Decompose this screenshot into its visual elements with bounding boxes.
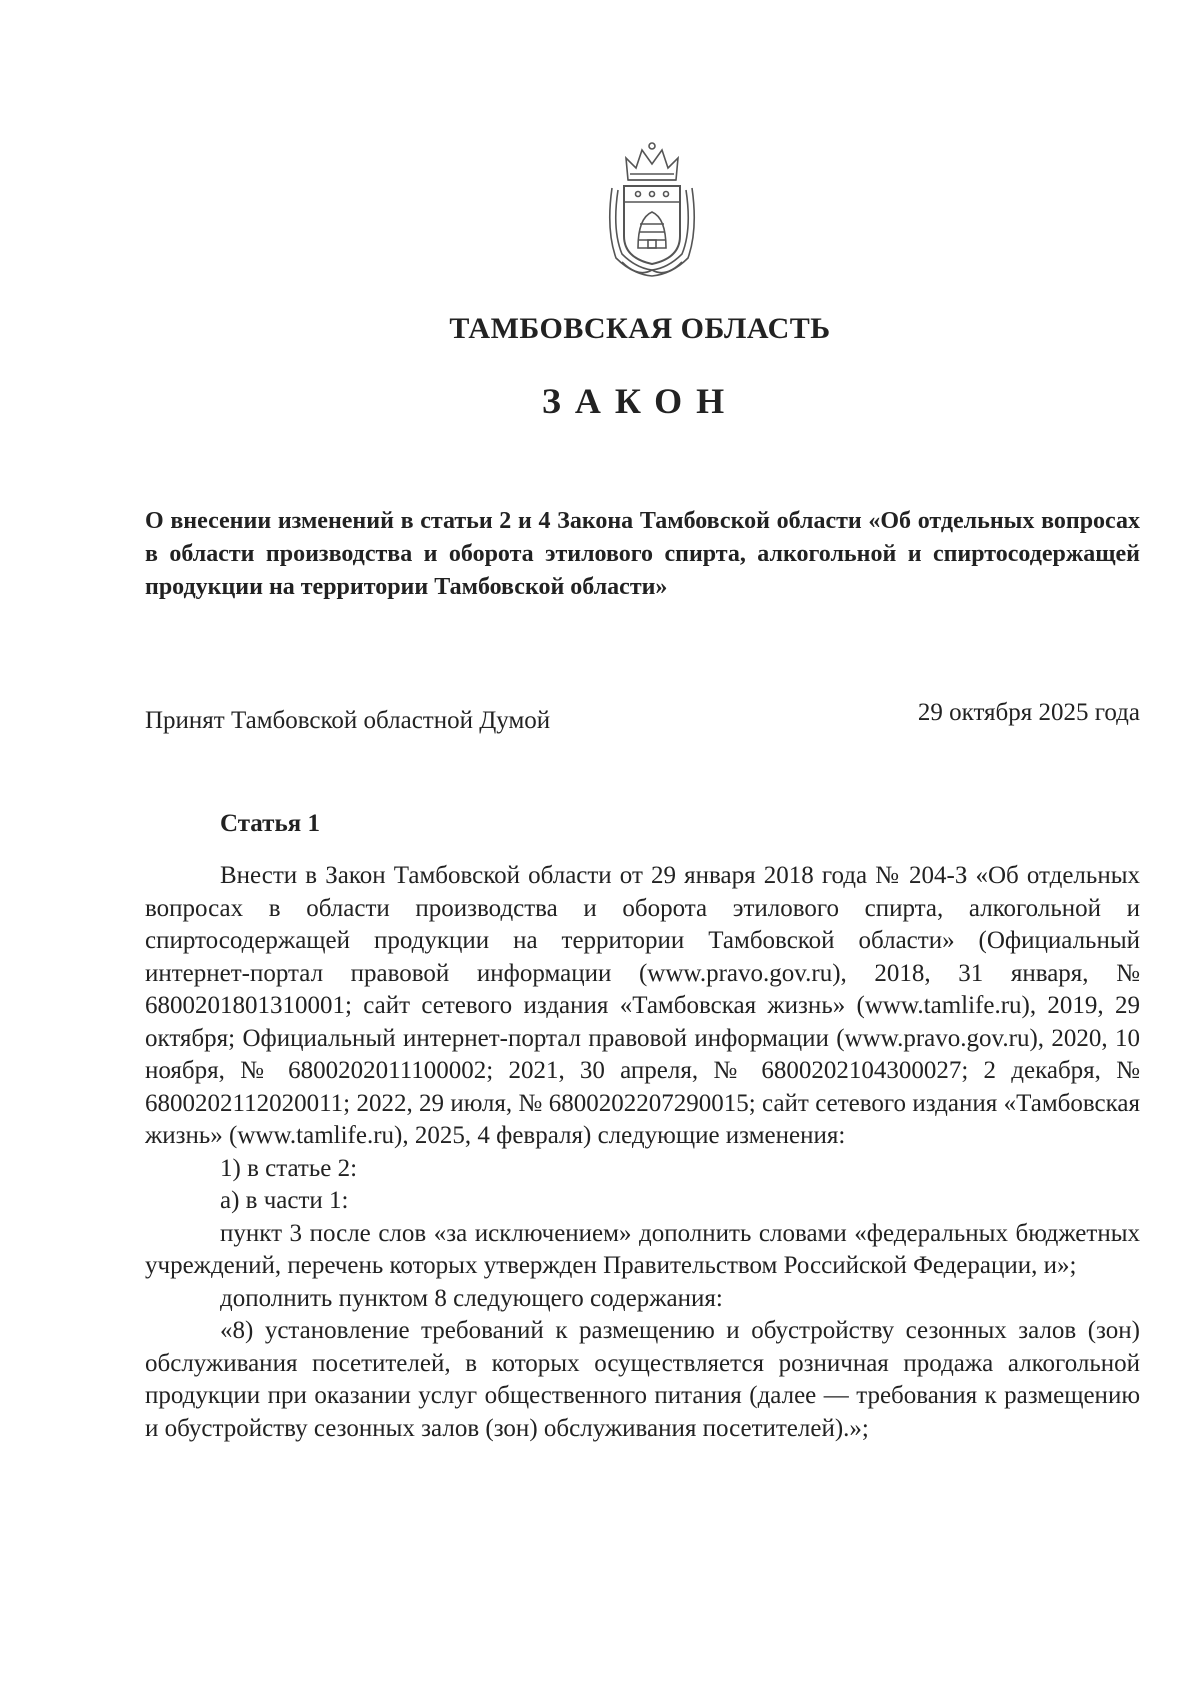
paragraph: «8) установление требований к размещению и обустройству сезонных залов (зон) обслуживания посетителей, в которых осуществляется розничная продажа алкогольной продукции при оказании услуг общественного питания (далее — требования к размещению и обустройству сезонных залов (зон) обслуживания посетителей).»; (145, 1317, 1140, 1442)
paragraph: пункт 3 после слов «за исключением» дополнить словами «федеральных бюджетных учреждений, перечень которых утвержден Правительством Российской Федерации, и»; (145, 1219, 1140, 1279)
document-type-heading: ЗАКОН (541, 381, 739, 421)
paragraph: Внести в Закон Тамбовской области от 29 января 2018 года № 204-З «Об отдельных вопросах в области производства и оборота этилового спирта, алкогольной и спиртосодержащей продукции на территории Тамбовской области» (Официальный интернет-портал правовой информации (www.pravo.gov.ru), 2018, 31 января, № 6800201801310001; сайт сетевого издания «Тамбовская жизнь» (www.tamlife.ru), 2019, 29 октября; Официальный интернет-портал правовой информации (www.pravo.gov.ru), 2020, 10 ноября, № 6800202011100002; 2021, 30 апреля, № 6800202104300027; 2 декабря, № 6800202112020011; 2022, 29 июля, № 6800202207290015; сайт сетевого издания «Тамбовская жизнь» (www.tamlife.ru), 2025, 4 февраля) следующие изменения: (145, 862, 1140, 1149)
article-heading: Статья 1 (220, 810, 320, 837)
region-heading: ТАМБОВСКАЯ ОБЛАСТЬ (449, 312, 831, 345)
adopted-by: Принят Тамбовской областной Думой (145, 707, 551, 734)
paragraph: а) в части 1: (220, 1187, 349, 1214)
article-body (145, 860, 1140, 1445)
coat-of-arms-icon (582, 140, 722, 280)
adoption-date: 29 октября 2025 года (917, 699, 1140, 726)
paragraph: 1) в статье 2: (220, 1154, 358, 1182)
paragraph: дополнить пунктом 8 следующего содержания: (220, 1284, 723, 1312)
law-title: О внесении изменений в статьи 2 и 4 Закона Тамбовской области «Об отдельных вопросах в области производства и оборота этилового спирта, алкогольной и спиртосодержащей продукции на территории Тамбовской области» (145, 508, 1140, 600)
